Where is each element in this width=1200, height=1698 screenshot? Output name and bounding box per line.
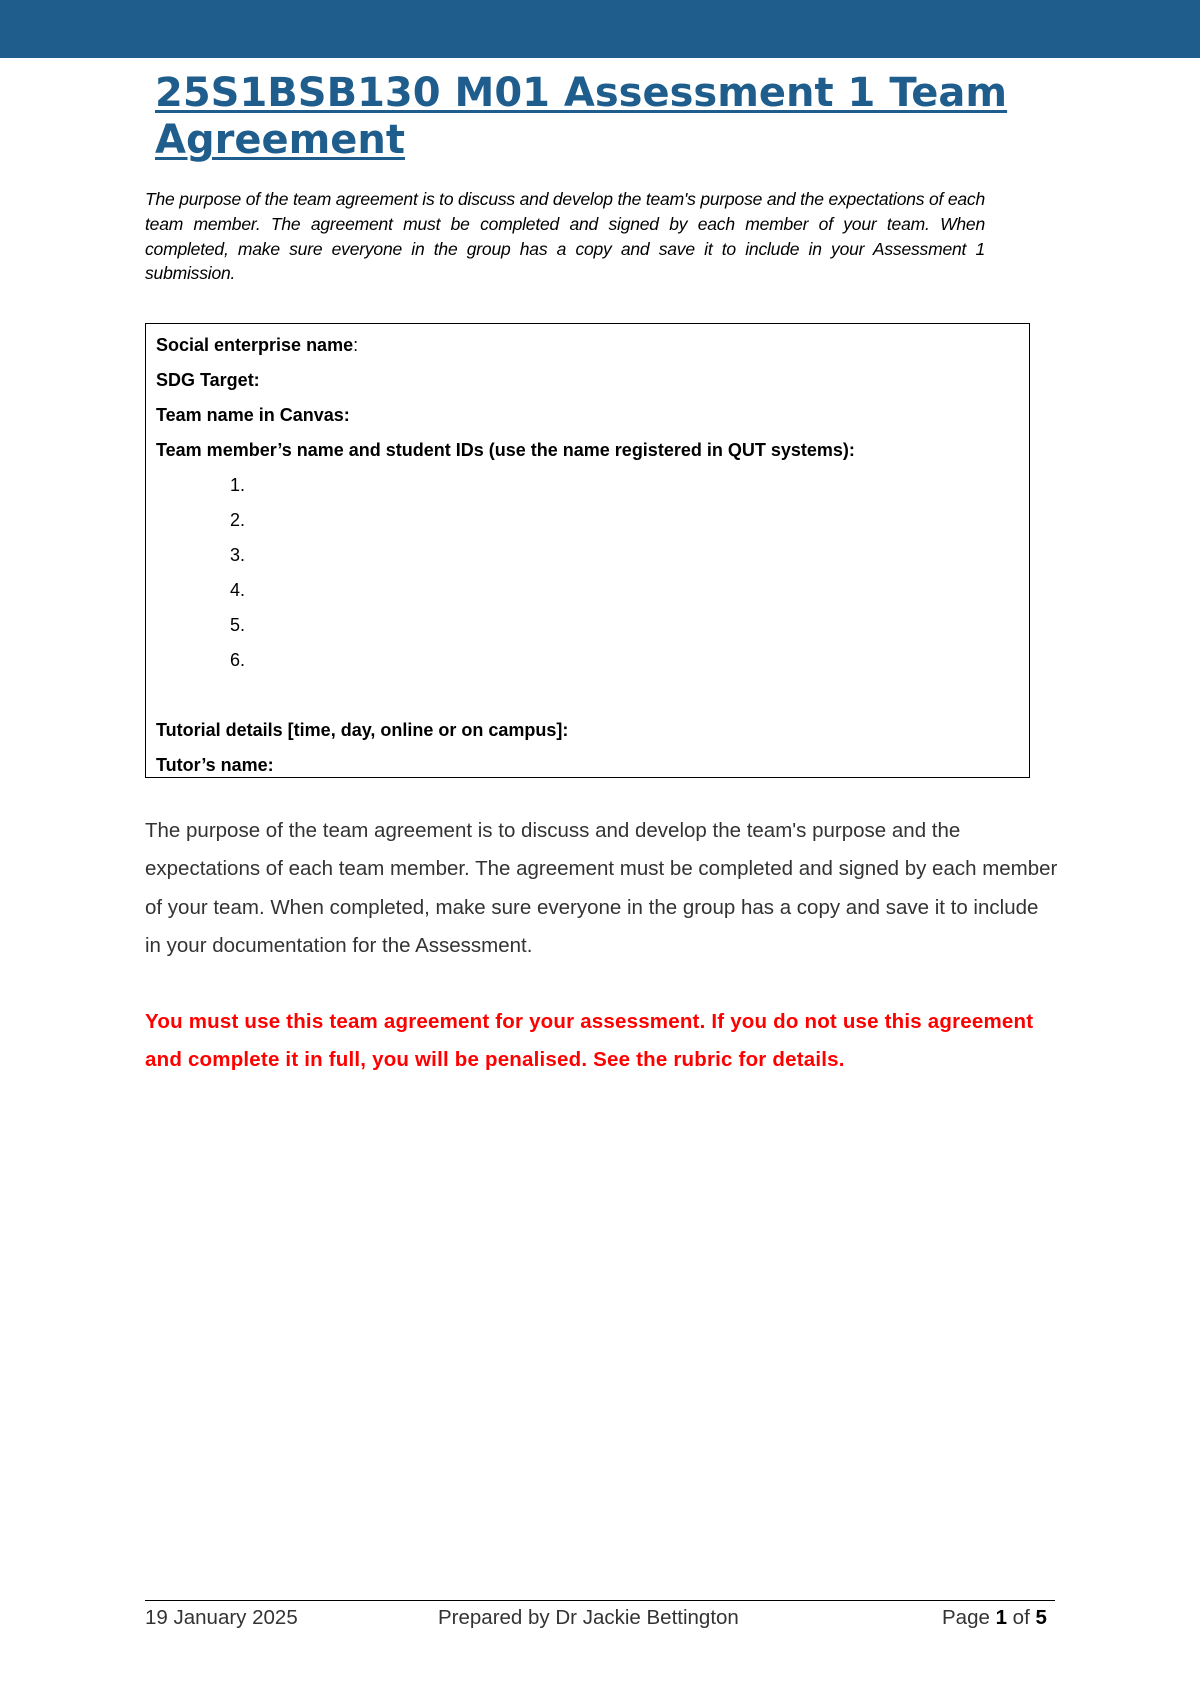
page-prefix: Page: [942, 1606, 996, 1629]
team-member-entry[interactable]: 1.: [230, 475, 246, 495]
team-name-field[interactable]: Team name in Canvas:: [156, 405, 350, 425]
sdg-target-field[interactable]: SDG Target:: [156, 370, 260, 390]
social-enterprise-label: Social enterprise name: [156, 335, 354, 355]
penalty-warning: You must use this team agreement for your assessment. If you do not use this agreement and complete it in full, you will be penalised. See the rubric for details.: [145, 1010, 1034, 1072]
team-member-list: [156, 468, 1019, 678]
team-member-entry[interactable]: 3.: [230, 545, 246, 565]
purpose-paragraph: The purpose of the team agreement is to discuss and develop the team's purpose and the expectations of each team member. The agreement must be completed and signed by each member of your team. When completed, make sure everyone in the group has a copy and save it to include in your documentation for the Assessment.: [145, 819, 1058, 957]
social-enterprise-field[interactable]: [156, 328, 1019, 363]
page-current: 1: [995, 1606, 1007, 1629]
page-of: of: [1006, 1606, 1036, 1629]
footer-page-number: [942, 1605, 1047, 1631]
team-member-entry[interactable]: 6.: [230, 650, 246, 670]
spacer: [156, 678, 1019, 713]
header-band: [0, 0, 1200, 58]
footer-date: 19 January 2025: [145, 1606, 298, 1629]
social-enterprise-colon: :: [353, 335, 359, 355]
page-total: 5: [1035, 1606, 1047, 1629]
intro-text: The purpose of the team agreement is to discuss and develop the team's purpose and the expectations of each team member. The agreement must be completed and signed by each member of your team. When completed, make sure everyone in the group has a copy and save it to include in your Assessment 1 submission.: [145, 189, 985, 284]
tutorial-details-field[interactable]: Tutorial details [time, day, online or on campus]:: [156, 720, 569, 740]
team-details-box: [145, 323, 1030, 778]
team-members-label: Team member’s name and student IDs (use the name registered in QUT systems):: [156, 440, 855, 460]
page-title: 25S1BSB130 M01 Assessment 1 Team Agreement: [155, 70, 1008, 163]
footer-divider: [145, 1600, 1055, 1601]
team-member-entry[interactable]: 5.: [230, 615, 246, 635]
footer-author: Prepared by Dr Jackie Bettington: [438, 1606, 739, 1629]
tutor-name-field[interactable]: Tutor’s name:: [156, 755, 274, 775]
team-member-entry[interactable]: 4.: [230, 580, 246, 600]
team-member-entry[interactable]: 2.: [230, 510, 246, 530]
